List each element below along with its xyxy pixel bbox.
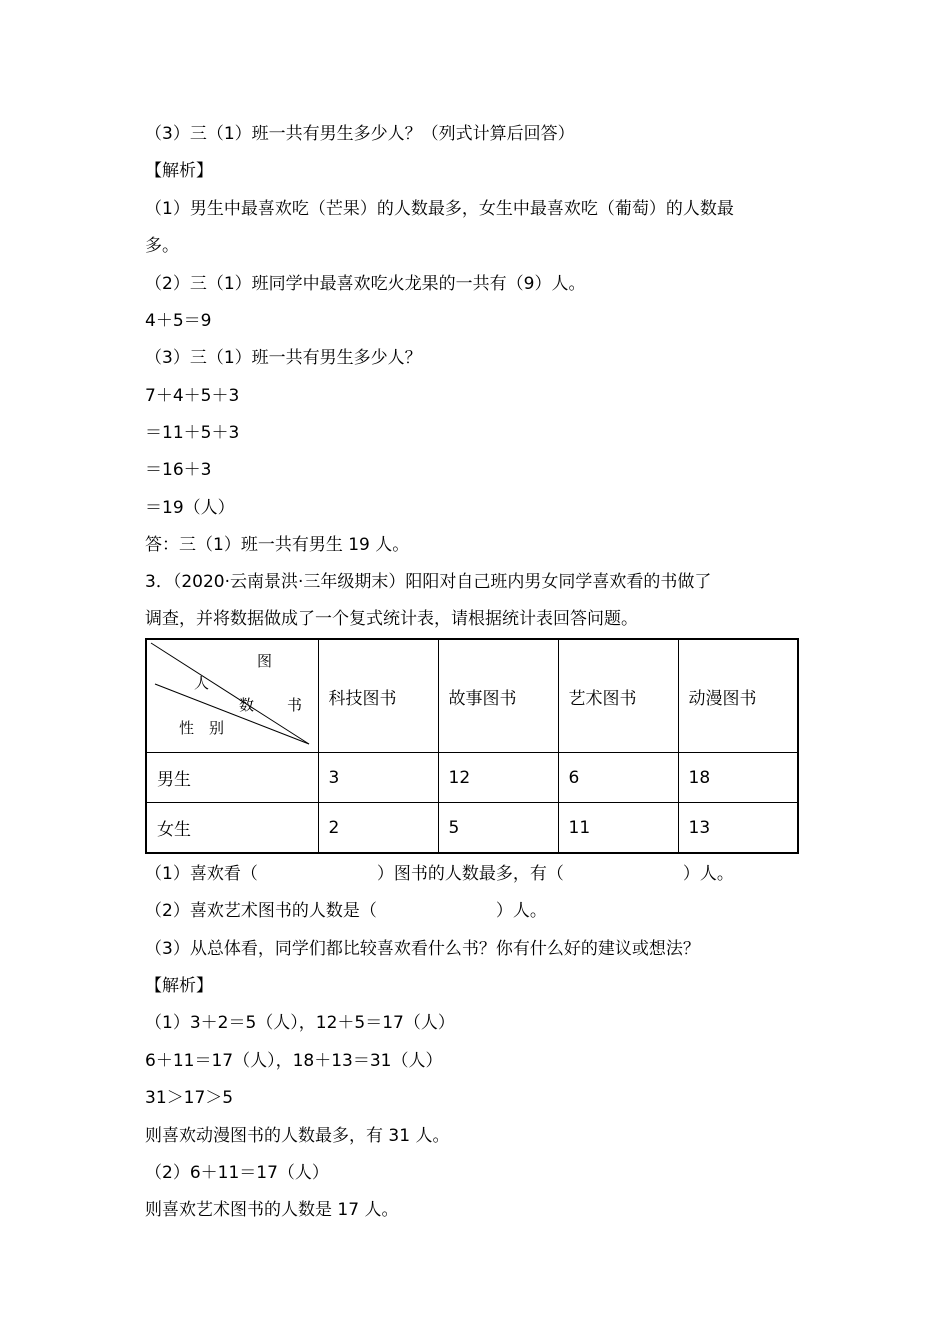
analysis-heading-2: 【解析】	[145, 976, 213, 996]
boys-comic-value: 18	[678, 753, 798, 803]
analysis-heading: 【解析】	[145, 161, 213, 181]
equation-step-2: ＝11＋5＋3	[145, 423, 240, 443]
solution-1-conclusion: 则喜欢动漫图书的人数最多，有 31 人。	[145, 1126, 450, 1146]
header-comic-books: 动漫图书	[678, 639, 798, 753]
table-corner-cell	[146, 639, 318, 753]
solution-1-line-2: 6＋11＝17（人），18＋13＝31（人）	[145, 1051, 443, 1071]
equation-step-1: 7＋4＋5＋3	[145, 386, 240, 406]
boys-art-value: 6	[558, 753, 678, 803]
problem-3-line-2: 调查，并将数据做成了一个复式统计表，请根据统计表回答问题。	[145, 609, 638, 629]
header-science-books: 科技图书	[318, 639, 438, 753]
corner-label-ren: 人	[194, 674, 210, 692]
girls-science-value: 2	[318, 803, 438, 854]
solution-1-comparison: 31＞17＞5	[145, 1088, 234, 1108]
row-label-boys: 男生	[146, 753, 318, 803]
corner-label-tu: 图	[257, 652, 273, 670]
boys-story-value: 12	[438, 753, 558, 803]
subquestion-2: （2）喜欢艺术图书的人数是（ ）人。	[145, 901, 547, 921]
answer-3-question: （3）三（1）班一共有男生多少人？	[145, 348, 422, 368]
equation-step-3: ＝16＋3	[145, 460, 212, 480]
question-3-text: （3）三（1）班一共有男生多少人？（列式计算后回答）	[145, 124, 575, 144]
answer-1-line-2: 多。	[145, 236, 179, 256]
row-label-girls: 女生	[146, 803, 318, 854]
problem-3-line-1: 3．（2020·云南景洪·三年级期末）阳阳对自己班内男女同学喜欢看的书做了	[145, 572, 712, 592]
corner-label-bie: 别	[209, 719, 225, 737]
solution-1-line-1: （1）3＋2＝5（人），12＋5＝17（人）	[145, 1013, 455, 1033]
girls-story-value: 5	[438, 803, 558, 854]
answer-2-equation: 4＋5＝9	[145, 311, 212, 331]
subquestion-1: （1）喜欢看（ ）图书的人数最多，有（ ）人。	[145, 864, 734, 884]
table-row-boys	[146, 753, 798, 803]
book-preference-table	[145, 638, 799, 854]
corner-label-shu: 数	[239, 696, 255, 714]
girls-art-value: 11	[558, 803, 678, 854]
boys-science-value: 3	[318, 753, 438, 803]
answer-2-text: （2）三（1）班同学中最喜欢吃火龙果的一共有（9）人。	[145, 274, 586, 294]
header-art-books: 艺术图书	[558, 639, 678, 753]
header-story-books: 故事图书	[438, 639, 558, 753]
table-row-girls	[146, 803, 798, 854]
girls-comic-value: 13	[678, 803, 798, 854]
solution-2-conclusion: 则喜欢艺术图书的人数是 17 人。	[145, 1200, 399, 1220]
solution-2-equation: （2）6＋11＝17（人）	[145, 1163, 329, 1183]
answer-1-line-1: （1）男生中最喜欢吃（芒果）的人数最多，女生中最喜欢吃（葡萄）的人数最	[145, 199, 734, 219]
table-header-row	[146, 639, 798, 753]
corner-label-xing: 性	[179, 719, 195, 737]
equation-step-4: ＝19（人）	[145, 498, 235, 518]
corner-label-shu2: 书	[287, 696, 303, 714]
answer-3-conclusion: 答：三（1）班一共有男生 19 人。	[145, 535, 410, 555]
subquestion-3: （3）从总体看，同学们都比较喜欢看什么书？你有什么好的建议或想法？	[145, 939, 700, 959]
